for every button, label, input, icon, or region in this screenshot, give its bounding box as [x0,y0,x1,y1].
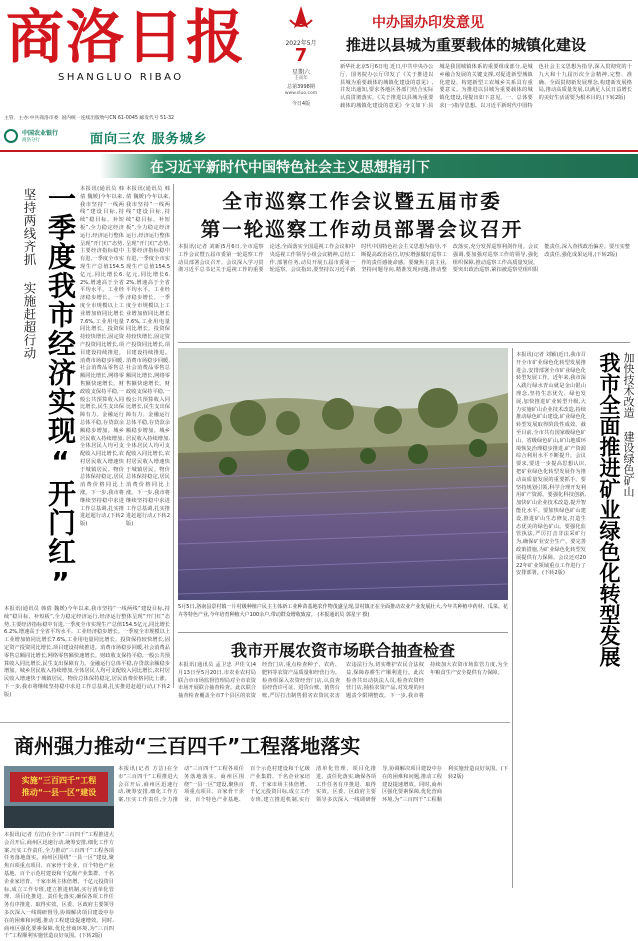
top-headline: 推进以县城为重要载体的城镇化建设 [346,36,587,54]
sponsor-text: 主管、主办:中共商洛市委 [4,116,59,121]
bottom-photo [4,766,114,828]
right-main-title: 我市全面推进矿业绿色化转型发展 [597,352,621,667]
date-weekday: 星期六 [291,69,310,76]
photo-caption [178,604,508,628]
banner-text: 在习近平新时代中国特色社会主义思想指引下 [150,160,430,176]
right-article-body: 本报讯(记者 刘颖)近日,我市召开全市矿业绿色化转型发展推进会,安排部署全市矿业绿色化转型发展工作。近年来,我市深入践行绿水青山就是金山银山理念,坚持生态优先、绿色发展,加快推进矿业转型升级,大力实施矿山企业技术改造,持续推动绿色矿山建设,矿业绿色化转型发展取得阶段性成效。截至目前,全市共有国家级绿色矿山、省级绿色矿山,矿山地质环境恢复治理稳步推进,矿产资源综合利用水平不断提升。会议要求,要进一步提高思想认识,把矿业绿色化转型发展作为推动高质量发展的重要抓手。要坚持规划引领,科学合理开发利用矿产资源。要强化科技创新,加快矿山企业技术改造,提升智能化水平。要加快绿色矿山建设,推进矿山生态修复,打造生态优美的绿色矿山。要强化监管执法,严厉打击非法采矿行为,确保矿业安全生产。要完善政策措施,为矿业绿色化转型发展提供有力保障。会议还对2022年矿业领域重点工作进行了安排部署。(下转2版) [516,352,586,577]
left-article-body-c: 本报讯(通讯员 韩倩 魏媛)今年以来,我市坚持“一线两线”建设目标,持续“稳目标、补短板”,全力稳定经济运行,经济运行整体呈现“开门红”态势,主要经济指标稳中有进,一季度全市实现生产总值154.5亿元,同比增长6.2%,增速高于全省平均水平。工业经济稳步增长。一季度全市规模以上工业增加值同比增长7.6%,工业用电量同比增长。投资保持较快增长,固定资产投资同比增长,项目建设持续推进。消费市场稳步回暖,社会消费品零售总额同比增长,网络零售额快速增长。财政收支保持平稳,一般公共预算收入同比增长,民生支出保障有力。金融运行总体平稳,存贷款余额稳步增加。城乡居民收入持续增加,全体居民人均可支配收入同比增长,农村居民收入增速快于城镇居民。物价总体保持稳定,居民消费价格同比上涨。下一步,我市将继续坚持稳中求进工作总基调,扎实推进赶超行动,(下转2版) [4,606,170,698]
market-article-body: 本报讯(通讯员 孟卫忠 尹佳文)4月13日至5月20日,市农业农村局联合市市场监督管理局对全市农资市场开展联合抽查检查。此次联合抽查检查覆盖全市7个县区的农资经营门店,重点检查种子、农药、肥料等农资产品质量和经营行为。检查组深入农资经营门店,认真查验经营许可证、进货台账、销售台账,严厉打击制售假劣农资坑农害农违法行为,切实维护农民合法权益,保障春耕生产顺利进行。此次检查共出动执法人员,检查农资经营门店,抽检农资产品,对发现的问题责令限期整改。下一步,我市将持续加大农资市场监管力度,为全年粮食生产安全提供有力保障。 [178,662,508,700]
photo-caption-text: 5月5日,洛南县景村镇一片村级种植户民主主体新工业种苗基地农作物茂盛呈现,景村镇正在全面推动农业产业发展壮大,今年共种植中药材、瓜菜、花卉等特色产业,今年培育种植大户100余户,带动群众增收致富。 [178,604,508,618]
website: www.sluo.com [284,91,318,96]
left-main-title: 一季度我市经济实现“开门红” [44,184,77,600]
left-article-body-b: 本报讯(通讯员 韩倩 魏媛)今年以来,我市坚持“一线两线”建设目标,持续“稳目标、补短板”,全力稳定经济运行,经济运行整体呈现“开门红”态势,主要经济指标稳中有进,一季度全市实现生产总值154.5亿元,同比增长6.2%,增速高于全省平均水平。工业经济稳步增长。一季度全市规模以上工业增加值同比增长7.6%,工业用电量同比增长。投资保持较快增长,固定资产投资同比增长,项目建设持续推进。消费市场稳步回暖,社会消费品零售总额同比增长,网络零售额快速增长。财政收支保持平稳,一般公共预算收入同比增长,民生支出保障有力。金融运行总体平稳,存贷款余额稳步增加。城乡居民收入持续增加,全体居民人均可支配收入同比增长,农村居民收入增速快于城镇居民。物价总体保持稳定,居民消费价格同比上涨。下一步,我市将继续坚持稳中求进工作总基调,扎实推进赶超行动,(下转2版) [126,186,170,528]
left-subtitle: 坚持两线齐抓 实施赶超行动 [22,188,37,360]
paper-crane-icon [286,4,316,36]
market-title: 我市开展农资市场联合抽查检查 [230,641,455,660]
pages-count: 今日4版 [291,101,311,107]
right-subtitle: 加快技术改造 建设绿色矿山 [622,352,635,497]
masthead-pinyin: SHANGLUO RIBAO [58,72,184,83]
bank-name: 中国农业银行 [22,130,59,137]
date-lunar: 壬寅年 [294,76,308,81]
bottom-title: 商州强力推动“三百四千”工程落地落实 [14,734,361,758]
bank-slogan: 面向三农 服务城乡 [90,132,208,147]
date-box [276,4,326,122]
bank-ad [4,126,274,148]
left-article-body-a: 本报讯(通讯员 韩倩 魏媛)今年以来,我市坚持“一线两线”建设目标,持续“稳目标、补短板”,全力稳定经济运行,经济运行整体呈现“开门红”态势,主要经济指标稳中有进,一季度全市实现生产总值154.5亿元,同比增长6.2%,增速高于全省平均水平。工业经济稳步增长。一季度全市规模以上工业增加值同比增长7.6%,工业用电量同比增长。投资保持较快增长,固定资产投资同比增长,项目建设持续推进。消费市场稳步回暖,社会消费品零售总额同比增长,网络零售额快速增长。财政收支保持平稳,一般公共预算收入同比增长,民生支出保障有力。金融运行总体平稳,存贷款余额稳步增加。城乡居民收入持续增加,全体居民人均可支配收入同比增长,农村居民收入增速快于城镇居民。物价总体保持稳定,居民消费价格同比上涨。下一步,我市将继续坚持稳中求进工作总基调,扎实推进赶超行动,(下转2版) [80,186,124,528]
center-title-line2: 第一轮巡察工作动员部署会议召开 [200,218,524,241]
photo-credit: (本报通讯员 郭星宇 摄) [317,611,370,618]
issue-number: 总第3998期 [287,84,315,90]
bottom-photo-line2: 推动“一县一区”建设 [21,788,97,797]
cn-number: 国内统一连续出版物号CN 61-0045 邮发代号 51-32 [61,116,175,121]
date-day: 7 [294,45,308,66]
masthead-logo: 商洛日报 [6,3,247,71]
date-year-month: 2022年5月 [285,40,317,47]
top-kicker: 中办国办印发意见 [372,15,484,31]
bank-logo-icon [4,129,18,143]
sponsor-line [4,114,274,121]
bank-sub: 商洛分行 [22,138,40,143]
bottom-photo-line1: 实施“三百四千”工程 [21,776,97,785]
bottom-article-body-b: 本报讯(记者 方洁)在全市“三百四千”工程推进大会召开后,商州区迅速行动,统筹安排,细化工作方案,压实工作责任,全力推动“三百四千”工程各项任务落地落实。商州区围绕“一县一区”建设,聚焦百项重点项目、百家骨干企业、百个特色产业基地、百个示范村建设和千亿级产业集群、千名企业家培育、千家市场主体倍增、千亿元投资目标,成立工作专班,建立推进机制,实行清单化管理、项目化推进、责任化落实,确保各项工作任务有序推进、取得实效。区委、区政府主要领导多次深入一线调研督导,协调解决项目建设中存在的困难和问题,推动工程建设提速增效。同时,商州区强化要素保障,优化营商环境,为“三百四千”工程顺利实施营造良好氛围。(下转2版) [118,766,508,804]
bottom-article-body-a: 本报讯(记者 方洁)在全市“三百四千”工程推进大会召开后,商州区迅速行动,统筹安排,细化工作方案,压实工作责任,全力推动“三百四千”工程各项任务落地落实。商州区围绕“一县一区”建设,聚焦百项重点项目、百家骨干企业、百个特色产业基地、百个示范村建设和千亿级产业集群、千名企业家培育、千家市场主体倍增、千亿元投资目标,成立工作专班,建立推进机制,实行清单化管理、项目化推进、责任化落实,确保各项工作任务有序推进、取得实效。区委、区政府主要领导多次深入一线调研督导,协调解决项目建设中存在的困难和问题,推动工程建设提速增效。同时,商州区强化要素保障,优化营商环境,为“三百四千”工程顺利实施营造良好氛围。(下转2版) [4,832,114,940]
feature-photo [178,348,508,600]
top-article-body: 新华社北京5月6日电 近日,中共中央办公厅、国务院办公厅印发了《关于推进以县城为重要载体的城镇化建设的意见》,并发出通知,要求各地区各部门结合实际认真贯彻落实。《关于推进以县城为重要载体的城镇化建设的意见》全文如下:县城是我国城镇体系的重要组成部分,是城乡融合发展的关键支撑,对促进新型城镇化建设、构建新型工农城乡关系具有重要意义。为推进以县城为重要载体的城镇化建设,现提出如下意见。一、总体要求(一)指导思想。以习近平新时代中国特色社会主义思想为指导,深入贯彻党的十九大和十九届历次全会精神,完整、准确、全面贯彻新发展理念,构建新发展格局,推动高质量发展,以满足人民日益增长的美好生活需要为根本目的,(下转2版) [340,64,632,109]
center-article-body: 本报讯(记者 刘新)5月6日,全市巡察工作会议暨五届市委第一轮巡察工作动员部署会议召开。会议深入学习贯彻习近平总书记关于巡视工作的重要论述,全面落实全国巡视工作会议和中央巡视工作领导小组会议精神,总结工作,部署任务,动员开展五届市委第一轮巡察。会议指出,要坚持以习近平新时代中国特色社会主义思想为指导,不断提高政治站位,切实增强做好巡察工作的责任感使命感。要聚焦主责主业,坚持问题导向,精准发现问题,推动整改落实,充分发挥巡察利剑作用。会议强调,要加强对巡察工作的领导,强化组织保障,推动巡察工作高质量发展。要突出政治巡察,紧扣被巡察党组织职能责任,深入查找政治偏差。要压实整改责任,强化成果运用,(下转2版) [178,244,630,274]
center-title-line1: 全市巡察工作会议暨五届市委 [222,190,502,213]
